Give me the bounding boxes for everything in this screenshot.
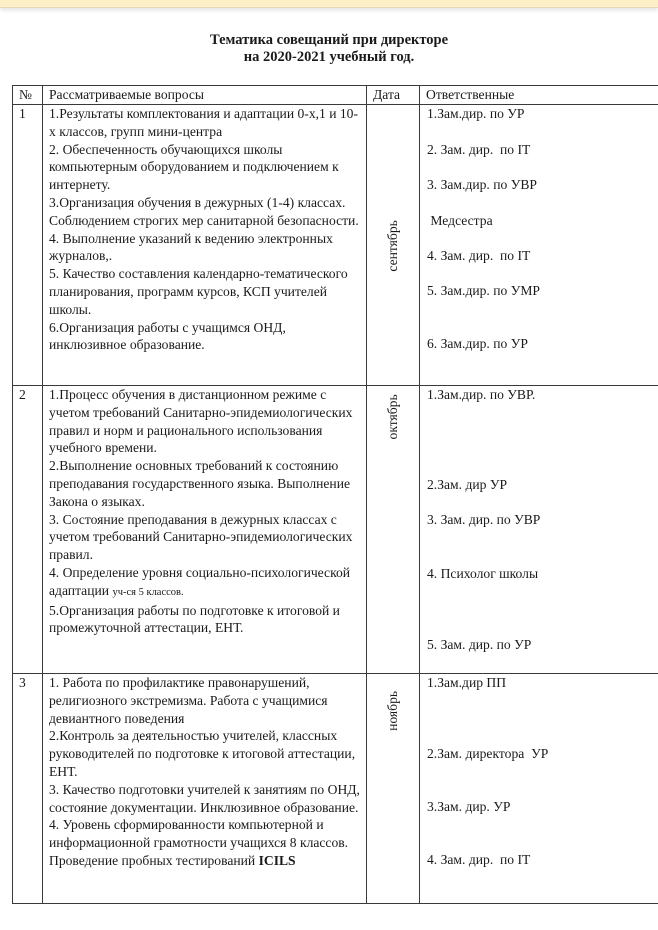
- viewer-top-bar: [0, 0, 658, 8]
- responsible-item: 3.Зам. дир. УР: [427, 799, 511, 814]
- row-questions: [43, 674, 367, 904]
- question-item: 2.Контроль за деятельностью учителей, классных руководителей по подготовке к итоговой аттестации, ЕНТ.: [49, 728, 356, 779]
- row-number: 2: [13, 386, 43, 674]
- question-small-suffix: уч-ся 5 классов.: [112, 586, 184, 598]
- question-item: 1. Работа по профилактике правонарушений, религиозного экстремизма. Работа с учащимися девиантного поведения: [49, 675, 328, 726]
- month-label: сентябрь: [385, 220, 401, 272]
- question-item: 3.Организация обучения в дежурных (1-4) классах. Соблюдением строгих мер санитарной безопасности.: [49, 194, 359, 228]
- responsible-item: 2. Зам. дир. по IT: [427, 142, 531, 157]
- question-text: 4. Определение уровня социально-психологической адаптации: [49, 564, 351, 598]
- question-item: 2. Обеспеченность обучающихся школы компьютерным оборудованием и подключением к интернету.: [49, 141, 339, 193]
- question-item: 4. Выполнение указаний к ведению электронных журналов,.: [49, 230, 333, 264]
- question-item: 3. Качество подготовки учителей к занятиям по ОНД, состояние документации. Инклюзивное образование.: [49, 781, 360, 815]
- header-date: Дата: [367, 86, 420, 105]
- question-bold-suffix: ICILS: [258, 852, 296, 868]
- question-text: 4. Уровень сформированности компьютерной и информационной грамотности учащихся 8 классов. Проведение пробных тестирований: [49, 817, 349, 868]
- responsible-item: 4. Психолог школы: [427, 566, 539, 581]
- responsible-item: 3. Зам.дир. по УВР: [427, 177, 537, 192]
- month-label: октябрь: [385, 394, 401, 440]
- header-questions: Рассматриваемые вопросы: [43, 86, 367, 105]
- row-questions: [43, 386, 367, 674]
- responsible-item: 3. Зам. дир. по УВР: [427, 512, 541, 527]
- responsible-item: 6. Зам.дир. по УР: [427, 336, 528, 351]
- row-questions: [43, 105, 367, 386]
- title-line-1: Тематика совещаний при директоре: [209, 32, 449, 48]
- row-number: 1: [13, 105, 43, 386]
- responsible-item: 1.Зам.дир ПП: [427, 675, 507, 690]
- question-item: [49, 564, 360, 602]
- question-item: 6.Организация работы с учащимся ОНД, инклюзивное образование.: [49, 319, 286, 353]
- table-row: [13, 674, 658, 904]
- responsible-item: 5. Зам. дир. по УР: [427, 637, 532, 652]
- row-date: [367, 105, 420, 386]
- table-row: [13, 386, 658, 674]
- question-item: 1.Процесс обучения в дистанционном режиме с учетом требований Санитарно-эпидемиологических правил и норм и рационального использования учебного времени.: [49, 387, 353, 456]
- responsible-item: 4. Зам. дир. по IT: [427, 852, 531, 867]
- document-title: [0, 32, 658, 66]
- responsible-item: 5. Зам.дир. по УМР: [427, 283, 540, 298]
- responsible-item: 4. Зам. дир. по IT: [427, 248, 531, 263]
- responsible-item: 2.Зам. дир УР: [427, 477, 508, 492]
- question-item: 5.Организация работы по подготовке к итоговой и промежуточной аттестации, ЕНТ.: [49, 602, 340, 636]
- question-item: 3. Состояние преподавания в дежурных классах с учетом требований Санитарно-эпидемиологических правил.: [49, 511, 353, 563]
- question-item: [49, 816, 360, 869]
- header-num: №: [13, 86, 43, 105]
- month-label: ноябрь: [385, 690, 401, 731]
- row-date: [367, 674, 420, 904]
- title-line-2: на 2020-2021 учебный год.: [243, 49, 415, 65]
- table-row: [13, 105, 658, 386]
- question-item: 2.Выполнение основных требований к состоянию преподавания государственного языка. Выполнение Закона о языках.: [49, 458, 350, 509]
- question-item: 5. Качество составления календарно-тематического планирования, программ курсов, КСП учителей школы.: [49, 266, 348, 317]
- row-number: 3: [13, 674, 43, 904]
- header-responsible: Ответственные: [420, 86, 658, 105]
- row-responsible: [420, 105, 658, 386]
- meetings-table: [12, 85, 658, 904]
- row-responsible: [420, 386, 658, 674]
- responsible-item: 1.Зам.дир. по УР: [427, 106, 525, 121]
- responsible-item: 1.Зам.дир. по УВР.: [427, 387, 536, 402]
- responsible-item: Медсестра: [427, 213, 493, 228]
- row-date: [367, 386, 420, 674]
- table-header-row: [13, 86, 658, 105]
- question-item: 1.Результаты комплектования и адаптации 0-х,1 и 10-х классов, групп мини-центра: [49, 106, 359, 139]
- responsible-item: 2.Зам. директора УР: [427, 746, 549, 761]
- row-responsible: [420, 674, 658, 904]
